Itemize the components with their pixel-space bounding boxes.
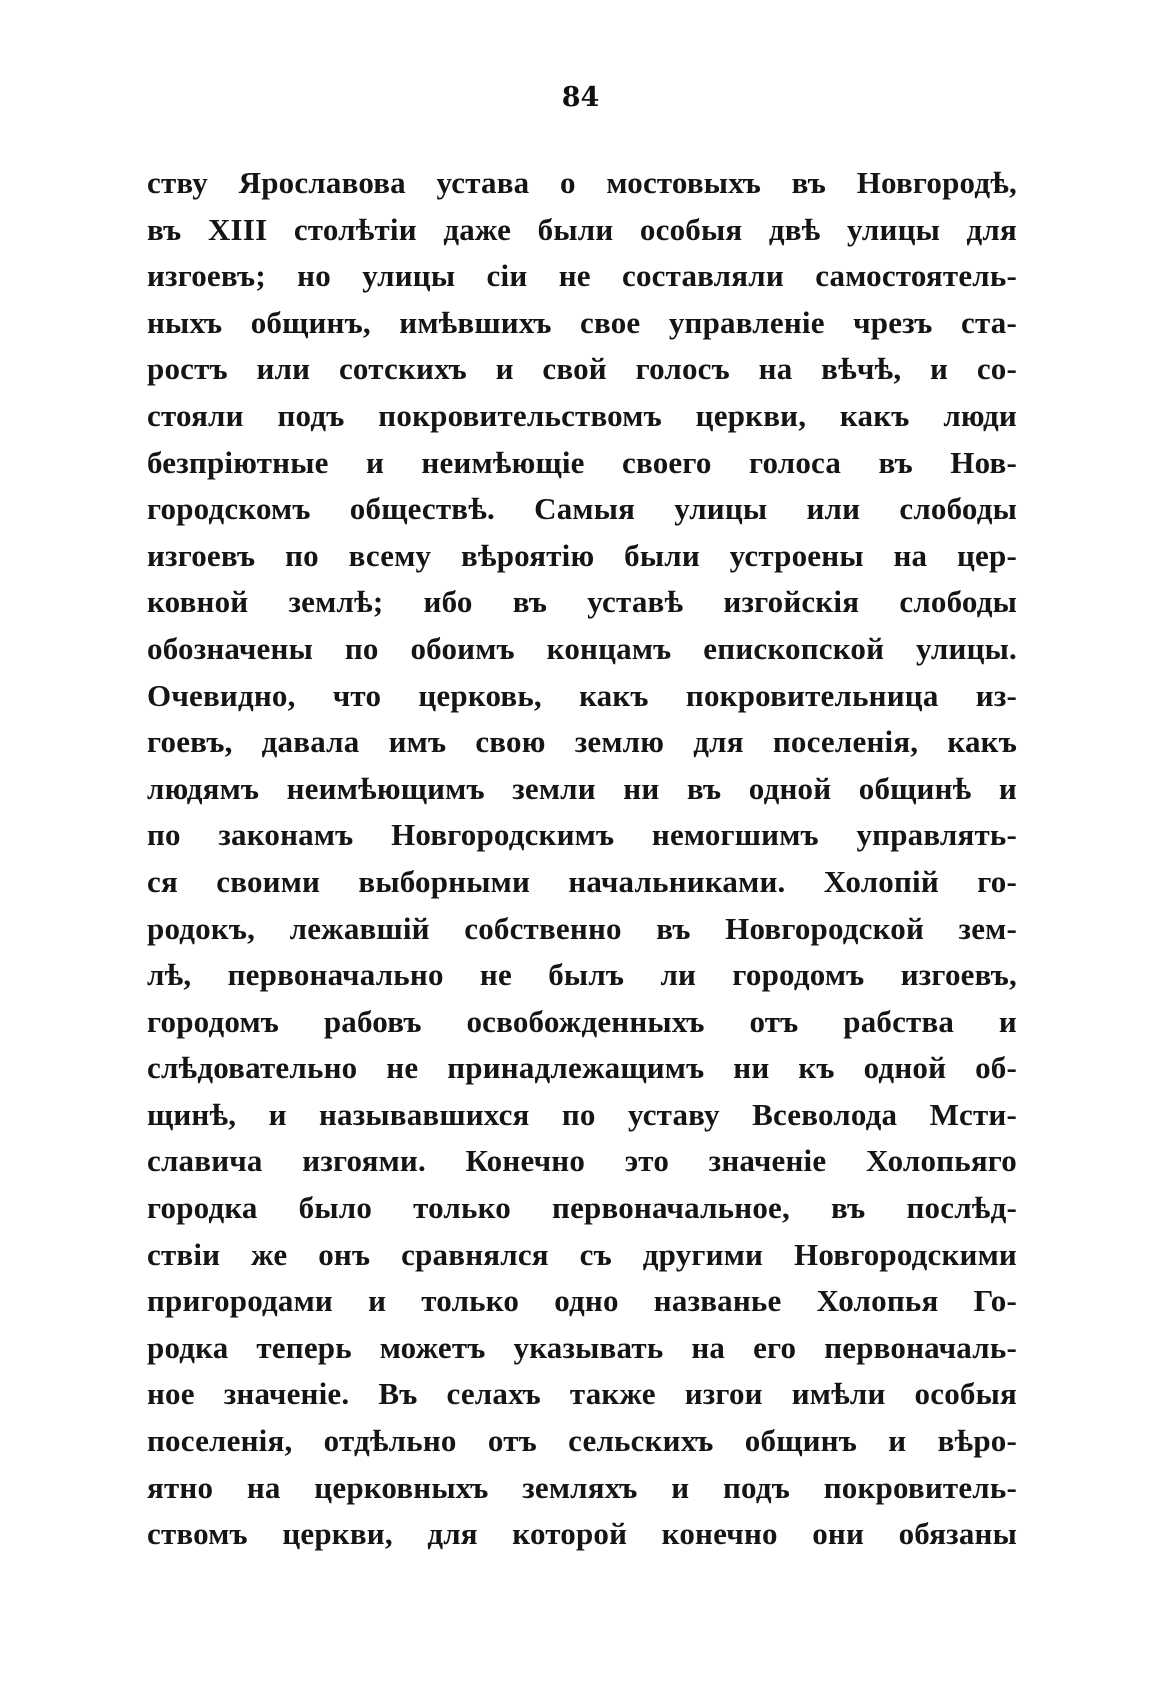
text-line: славича изгоями. Конечно это значеніе Холопьяго	[147, 1143, 1017, 1179]
text-line: обозначены по обоимъ концамъ епископской улицы.	[147, 630, 1017, 666]
text-line: по законамъ Новгородскимъ немогшимъ управлять-	[147, 817, 1017, 853]
text-line: изгоевъ по всему вѣроятію были устроены на цер-	[147, 537, 1017, 573]
text-line: ное значеніе. Въ селахъ также изгои имѣли особыя	[147, 1376, 1017, 1412]
text-line: городка было только первоначальное, въ послѣд-	[147, 1190, 1017, 1226]
text-line: ствомъ церкви, для которой конечно они обязаны	[147, 1516, 1017, 1552]
text-line: стояли подъ покровительствомъ церкви, какъ люди	[147, 397, 1017, 433]
text-line: слѣдовательно не принадлежащимъ ни къ одной об-	[147, 1050, 1017, 1086]
text-line: ковной землѣ; ибо въ уставѣ изгойскія слободы	[147, 584, 1017, 620]
text-line: поселенія, отдѣльно отъ сельскихъ общинъ и вѣро-	[147, 1423, 1017, 1459]
text-line: Очевидно, что церковь, какъ покровительница из-	[147, 677, 1017, 713]
text-line: безпріютные и неимѣющіе своего голоса въ Нов-	[147, 444, 1017, 480]
text-line: городскомъ обществѣ. Самыя улицы или слободы	[147, 491, 1017, 527]
text-line: городомъ рабовъ освобожденныхъ отъ рабства и	[147, 1003, 1017, 1039]
text-line: въ XIII столѣтіи даже были особыя двѣ улицы для	[147, 211, 1017, 247]
text-line: ростъ или сотскихъ и свой голосъ на вѣчѣ, и со-	[147, 351, 1017, 387]
body-text	[147, 160, 1017, 1558]
page-number: 84	[561, 82, 600, 113]
text-line: гоевъ, давала имъ свою землю для поселенія, какъ	[147, 724, 1017, 760]
text-line: ныхъ общинъ, имѣвшихъ свое управленіе чрезъ ста-	[147, 304, 1017, 340]
text-line: щинѣ, и называвшихся по уставу Всеволода Мсти-	[147, 1096, 1017, 1132]
text-line: пригородами и только одно названье Холопья Го-	[147, 1283, 1017, 1319]
text-line: ятно на церковныхъ земляхъ и подъ покровитель-	[147, 1469, 1017, 1505]
text-line: ся своими выборными начальниками. Холопій го-	[147, 863, 1017, 899]
text-line: ствіи же онъ сравнялся съ другими Новгородскими	[147, 1236, 1017, 1272]
text-line: изгоевъ; но улицы сіи не составляли самостоятель-	[147, 258, 1017, 294]
text-line: лѣ, первоначально не былъ ли городомъ изгоевъ,	[147, 957, 1017, 993]
text-line: людямъ неимѣющимъ земли ни въ одной общинѣ и	[147, 770, 1017, 806]
text-line: родка теперь можетъ указывать на его первоначаль-	[147, 1329, 1017, 1365]
text-line: родокъ, лежавшій собственно въ Новгородской зем-	[147, 910, 1017, 946]
text-line: ству Ярославова устава о мостовыхъ въ Новгородѣ,	[147, 165, 1017, 200]
